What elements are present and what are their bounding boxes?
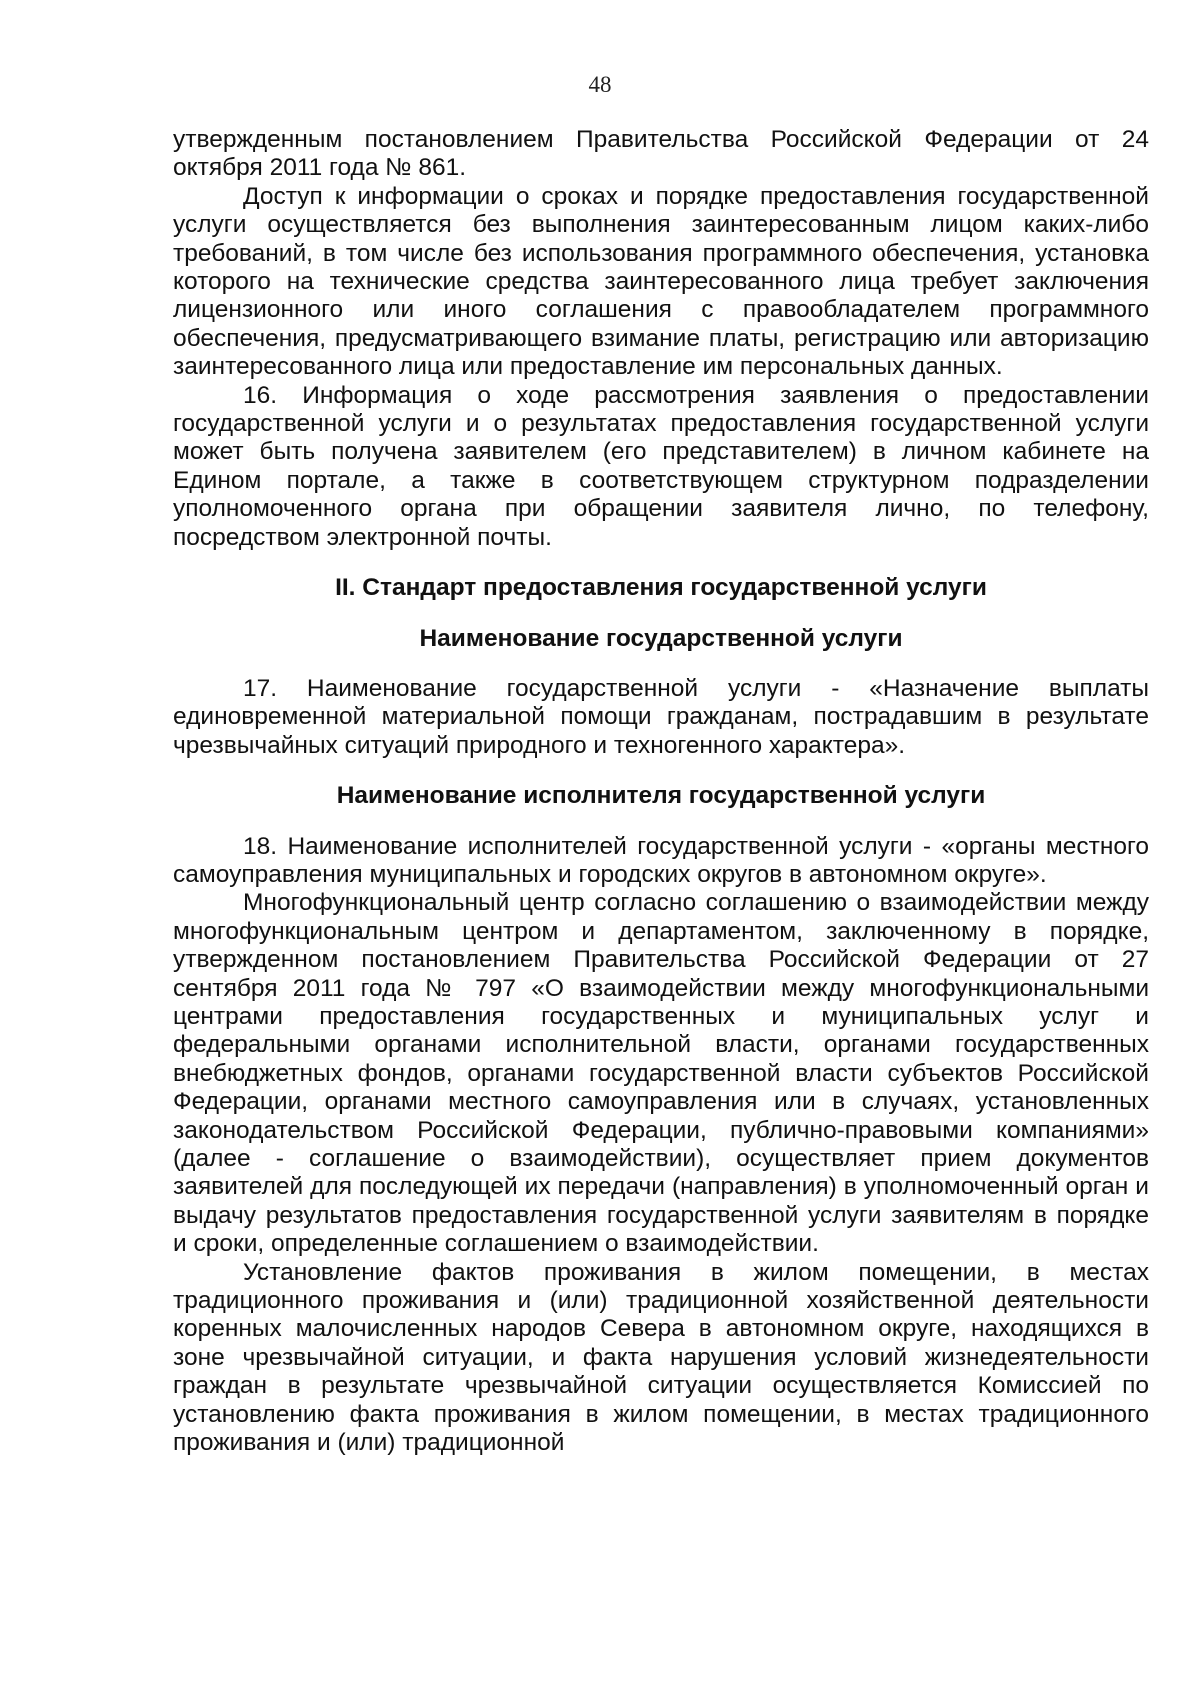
document-body (173, 126, 1149, 1457)
paragraph-18: 18. Наименование исполнителей государственной услуги - «органы местного самоуправления муниципальных и городских округов в автономном округе». (173, 832, 1149, 888)
paragraph-17: 17. Наименование государственной услуги - «Назначение выплаты единовременной материальной помощи гражданам, пострадавшим в результате чрезвычайных ситуаций природного и техногенного характера». (173, 674, 1149, 759)
paragraph-continuation: утвержденным постановлением Правительства Российской Федерации от 24 октября 2011 года № 861. (173, 126, 1149, 182)
paragraph-mfc: Многофункциональный центр согласно соглашению о взаимодействии между многофункциональным центром и департаментом, заключенному в порядке, утвержденном постановлением Правительства Российской Федерации от 27 сентября 2011 года № 797 «О взаимодействии между многофункциональными центрами предоставления государственных и муниципальных услуг и федеральными органами исполнительной власти, органами государственных внебюджетных фондов, органами государственной власти субъектов Российской Федерации, органами местного самоуправления или в случаях, установленных законодательством Российской Федерации, публично-правовыми компаниями» (далее - соглашение о взаимодействии), осуществляет прием документов заявителей для последующей их передачи (направления) в уполномоченный орган и выдачу результатов предоставления государственной услуги заявителям в порядке и сроки, определенные соглашением о взаимодействии. (173, 889, 1149, 1258)
subsection-heading-service-name: Наименование государственной услуги (419, 624, 903, 652)
page-number: 48 (588, 72, 612, 97)
paragraph-access-info: Доступ к информации о сроках и порядке предоставления государственной услуги осуществляется без выполнения заинтересованным лицом каких-либо требований, в том числе без использования программного обеспечения, установка которого на технические средства заинтересованного лица требует заключения лицензионного или иного соглашения с правообладателем программного обеспечения, предусматривающего взимание платы, регистрацию или авторизацию заинтересованного лица или предоставление им персональных данных. (173, 182, 1149, 381)
section-heading: II. Стандарт предоставления государственной услуги (335, 574, 987, 602)
subsection-heading-executor: Наименование исполнителя государственной услуги (336, 782, 986, 810)
paragraph-16: 16. Информация о ходе рассмотрения заявления о предоставлении государственной услуги и о результатах предоставления государственной услуги может быть получена заявителем (его представителем) в личном кабинете на Едином портале, а также в соответствующем структурном подразделении уполномоченного органа при обращении заявителя лично, по телефону, посредством электронной почты. (173, 381, 1149, 551)
paragraph-facts-establishment: Установление фактов проживания в жилом помещении, в местах традиционного проживания и (или) традиционной хозяйственной деятельности коренных малочисленных народов Севера в автономном округе, находящихся в зоне чрезвычайной ситуации, и факта нарушения условий жизнедеятельности граждан в результате чрезвычайной ситуации осуществляется Комиссией по установлению факта проживания в жилом помещении, в местах традиционного проживания и (или) традиционной (173, 1258, 1149, 1457)
